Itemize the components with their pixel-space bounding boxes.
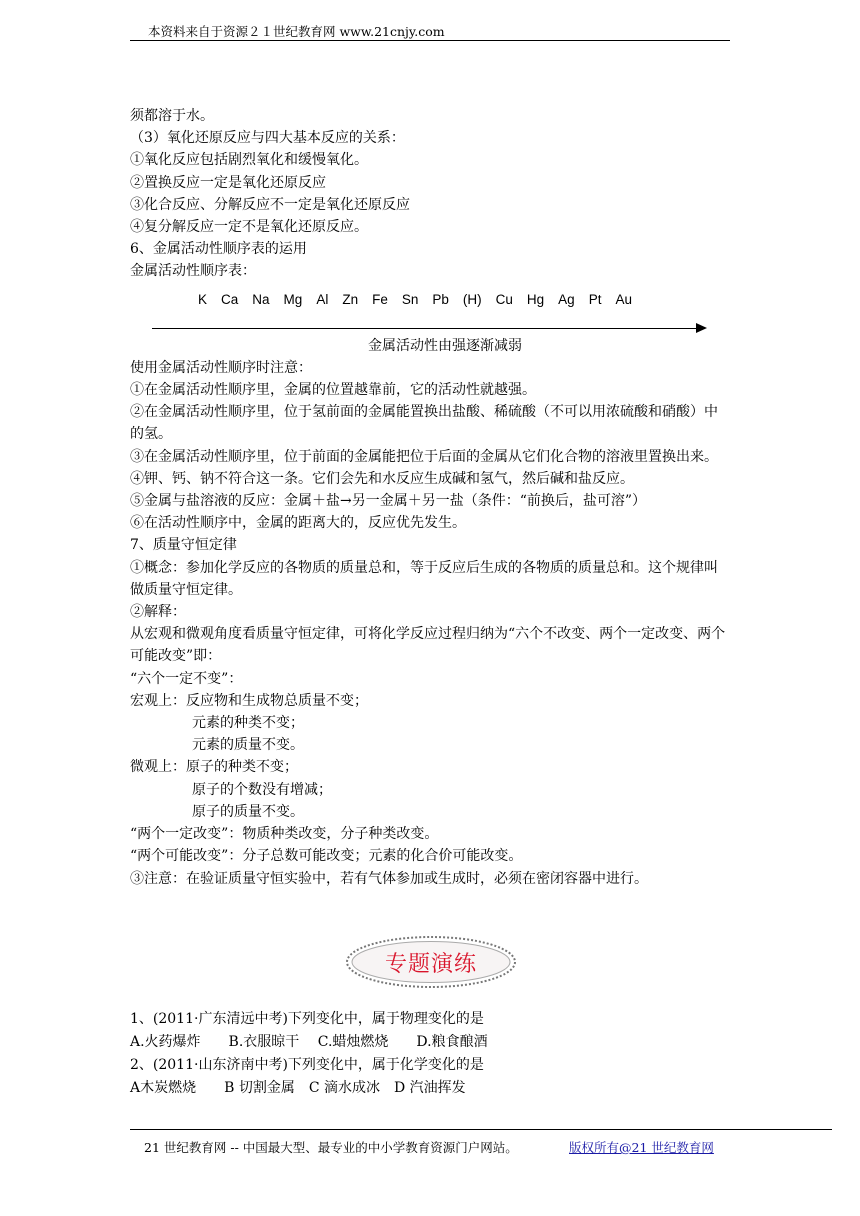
text-line-indented: 元素的质量不变。 [192,737,304,754]
metal-symbol: Fe [372,291,388,307]
text-line: 从宏观和微观角度看质量守恒定律，可将化学反应过程归纳为“六个不改变、两个一定改变、两个可能改变”即： [130,626,726,665]
footer-copyright-link[interactable]: 版权所有@21 世纪教育网 [569,1140,714,1155]
arrow-caption: 金属活动性由强逐渐减弱 [368,337,522,354]
text-line: ③注意：在验证质量守恒实验中，若有气体参加或生成时，必须在密闭容器中进行。 [130,870,648,887]
metal-symbol: K [198,291,208,307]
text-line: ④复分解反应一定不是氧化还原反应。 [130,219,368,236]
exercise-question: 1、(2011·广东清远中考)下列变化中，属于物理变化的是 [130,1011,484,1027]
footer-divider [130,1129,832,1130]
text-line: ②置换反应一定是氧化还原反应 [130,174,326,191]
metal-symbol: Al [316,291,329,307]
text-line: 使用金属活动性顺序时注意： [130,359,312,376]
text-line: ④钾、钙、钠不符合这一条。它们会先和水反应生成碱和氢气，然后碱和盐反应。 [130,470,634,487]
document-body [130,105,730,890]
section-heading: 7、质量守恒定律 [130,537,237,554]
metal-symbol: Zn [342,291,359,307]
text-line: 宏观上：反应物和生成物总质量不变； [130,692,368,709]
text-line: “六个一定不变”： [130,670,243,687]
text-line: 须都溶于水。 [130,108,214,124]
text-line: ①在金属活动性顺序里，金属的位置越靠前，它的活动性就越强。 [130,382,536,399]
metal-symbol: Cu [495,291,513,307]
exercise-options: A木炭燃烧 B 切割金属 C 滴水成冰 D 汽油挥发 [130,1080,466,1096]
text-line: ①氧化反应包括剧烈氧化和缓慢氧化。 [130,152,368,169]
exercise-list [130,1008,730,1100]
text-line-indented: 原子的质量不变。 [192,803,304,820]
text-line: 微观上：原子的种类不变； [130,759,298,776]
section-heading: 6、金属活动性顺序表的运用 [130,241,307,258]
metal-symbol: Pb [432,291,449,307]
text-line-indented: 元素的种类不变； [192,715,304,732]
text-line: ⑥在活动性顺序中，金属的距离大的，反应优先发生。 [130,515,466,532]
text-line: “两个可能改变”：分子总数可能改变；元素的化合价可能改变。 [130,848,523,865]
metal-symbol: (H) [462,291,482,307]
metal-activity-series [130,285,730,315]
metal-symbol: Ag [558,291,575,307]
exercise-options: A.火药爆炸 B.衣服晾干 C.蜡烛燃烧 D.粮食酿酒 [130,1034,488,1050]
metal-symbol: Sn [401,291,419,307]
section-banner [345,935,517,989]
text-line-indented: 原子的个数没有增减； [192,781,332,798]
banner-label: 专题演练 [384,951,477,977]
text-line: ②解释： [130,604,186,621]
text-line: ②在金属活动性顺序里，位于氢前面的金属能置换出盐酸、稀硫酸（不可以用浓硫酸和硝酸）中的氢。 [130,404,718,443]
activity-arrow [130,315,730,335]
metal-symbol: Mg [283,291,303,307]
metal-symbol: Na [252,291,270,307]
exercise-question: 2、(2011·山东济南中考)下列变化中，属于化学变化的是 [130,1057,484,1073]
metal-symbol: Ca [221,291,239,307]
text-line: ③在金属活动性顺序里，位于前面的金属能把位于后面的金属从它们化合物的溶液里置换出来。 [130,448,718,465]
text-line: ③化合反应、分解反应不一定是氧化还原反应 [130,196,410,213]
arrow-right-icon [696,323,707,333]
header-divider [130,40,730,41]
text-line: 金属活动性顺序表： [130,263,256,280]
footer-site-text: 21 世纪教育网 -- 中国最大型、最专业的中小学教育资源门户网站。 [144,1140,518,1155]
text-line: “两个一定改变”：物质种类改变，分子种类改变。 [130,826,439,843]
text-line: ①概念：参加化学反应的各物质的质量总和，等于反应后生成的各物质的质量总和。这个规律叫做质量守恒定律。 [130,559,718,598]
metal-symbol: Hg [526,291,545,307]
text-line: ⑤金属与盐溶液的反应：金属＋盐→另一金属＋另一盐（条件：“前换后，盐可溶”） [130,493,647,510]
header-source-text: 本资料来自于资源２１世纪教育网 www.21cnjy.com [148,24,445,39]
metal-symbol: Pt [588,291,602,307]
text-line: （3）氧化还原反应与四大基本反应的关系： [130,130,405,147]
arrow-line [152,328,698,329]
metal-symbol: Au [615,291,632,307]
